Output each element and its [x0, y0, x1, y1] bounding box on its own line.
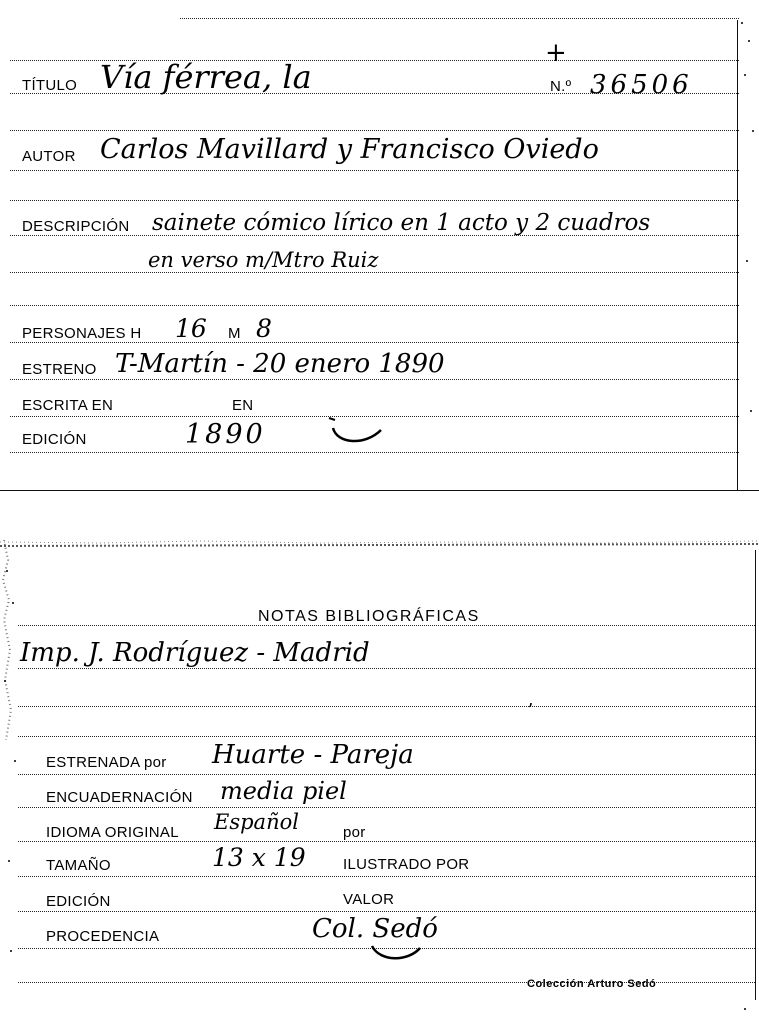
- ruled-line: [10, 170, 739, 171]
- scan-speck: [741, 22, 743, 24]
- card-right-edge: [737, 20, 738, 490]
- card-right-edge: [755, 550, 756, 1000]
- autor-label: AUTOR: [22, 148, 76, 165]
- estrenada-value: Huarte - Pareja: [212, 740, 414, 770]
- estrenada-label: ESTRENADA por: [46, 754, 167, 771]
- idioma-value: Español: [214, 810, 299, 834]
- top-card: [0, 0, 759, 495]
- card-left-noise: [0, 540, 22, 740]
- descripcion-line1: sainete cómico lírico en 1 acto y 2 cuadros: [152, 210, 651, 236]
- scan-speck: [14, 760, 16, 762]
- personajes-m-label: M: [228, 325, 241, 342]
- estreno-label: ESTRENO: [22, 361, 97, 378]
- scan-speck: [10, 950, 12, 952]
- scan-speck: [744, 1008, 746, 1010]
- scan-speck: [12, 602, 14, 604]
- ruled-line: [18, 774, 755, 775]
- ruled-line: [18, 807, 755, 808]
- ruled-line: [18, 668, 755, 669]
- stray-mark: ʼ: [527, 700, 533, 721]
- estreno-value: T-Martín - 20 enero 1890: [115, 349, 445, 379]
- personajes-m-value: 8: [256, 314, 272, 343]
- scan-speck: [748, 40, 750, 42]
- numero-label: N.º: [550, 78, 572, 95]
- ruled-line: [18, 911, 755, 912]
- coleccion-footer: Colección Arturo Sedó: [527, 978, 657, 990]
- descripcion-line2: en verso m/Mtro Ruiz: [148, 248, 379, 272]
- ruled-line: [18, 706, 755, 707]
- personajes-h-value: 16: [175, 314, 207, 343]
- autor-value: Carlos Mavillard y Francisco Oviedo: [100, 134, 599, 165]
- idioma-label: IDIOMA ORIGINAL: [46, 824, 179, 841]
- numero-value: 36506: [590, 70, 693, 100]
- ruled-line: [10, 379, 739, 380]
- ruled-line: [10, 130, 739, 131]
- scan-speck: [744, 74, 746, 76]
- tamano-value: 13 x 19: [212, 843, 306, 872]
- stamp-mark: [325, 400, 395, 450]
- ruled-line: [10, 200, 739, 201]
- ruled-line: [180, 18, 739, 19]
- cross-mark: +: [545, 38, 567, 68]
- ruled-line: [18, 736, 755, 737]
- scan-speck: [8, 860, 10, 862]
- scan-speck: [6, 570, 8, 572]
- bottom-card: [0, 530, 759, 1028]
- tamano-label: TAMAÑO: [46, 857, 111, 874]
- ruled-line: [10, 452, 739, 453]
- edicion-value: 1890: [185, 419, 266, 450]
- por-label: por: [343, 824, 366, 841]
- encuadernacion-label: ENCUADERNACIÓN: [46, 789, 193, 806]
- titulo-label: TÍTULO: [22, 77, 78, 94]
- escrita-label: ESCRITA EN: [22, 397, 114, 414]
- ruled-line: [10, 342, 739, 343]
- encuadernacion-value: media piel: [220, 777, 347, 805]
- personajes-label: PERSONAJES H: [22, 325, 142, 342]
- ruled-line: [18, 841, 755, 842]
- scan-speck: [752, 130, 754, 132]
- scan-speck: [4, 680, 6, 682]
- card-noisy-edge: [0, 530, 759, 560]
- card-bottom-edge: [0, 490, 759, 491]
- titulo-value: Vía férrea, la: [100, 58, 312, 96]
- ruled-line: [10, 272, 739, 273]
- procedencia-label: PROCEDENCIA: [46, 928, 160, 945]
- scan-speck: [746, 260, 748, 262]
- imprenta-value: Imp. J. Rodríguez - Madrid: [20, 638, 370, 668]
- stamp-mark: [368, 936, 428, 966]
- scan-speck: [750, 410, 752, 412]
- ruled-line: [18, 876, 755, 877]
- valor-label: VALOR: [343, 891, 395, 908]
- procedencia-value: Col. Sedó: [312, 914, 438, 944]
- notas-heading: NOTAS BIBLIOGRÁFICAS: [258, 608, 480, 625]
- ruled-line: [10, 305, 739, 306]
- edicion-label: EDICIÓN: [46, 893, 111, 910]
- descripcion-label: DESCRIPCIÓN: [22, 218, 130, 235]
- en-label: EN: [232, 397, 254, 414]
- edicion-label: EDICIÓN: [22, 431, 87, 448]
- ilustrado-label: ILUSTRADO POR: [343, 856, 470, 873]
